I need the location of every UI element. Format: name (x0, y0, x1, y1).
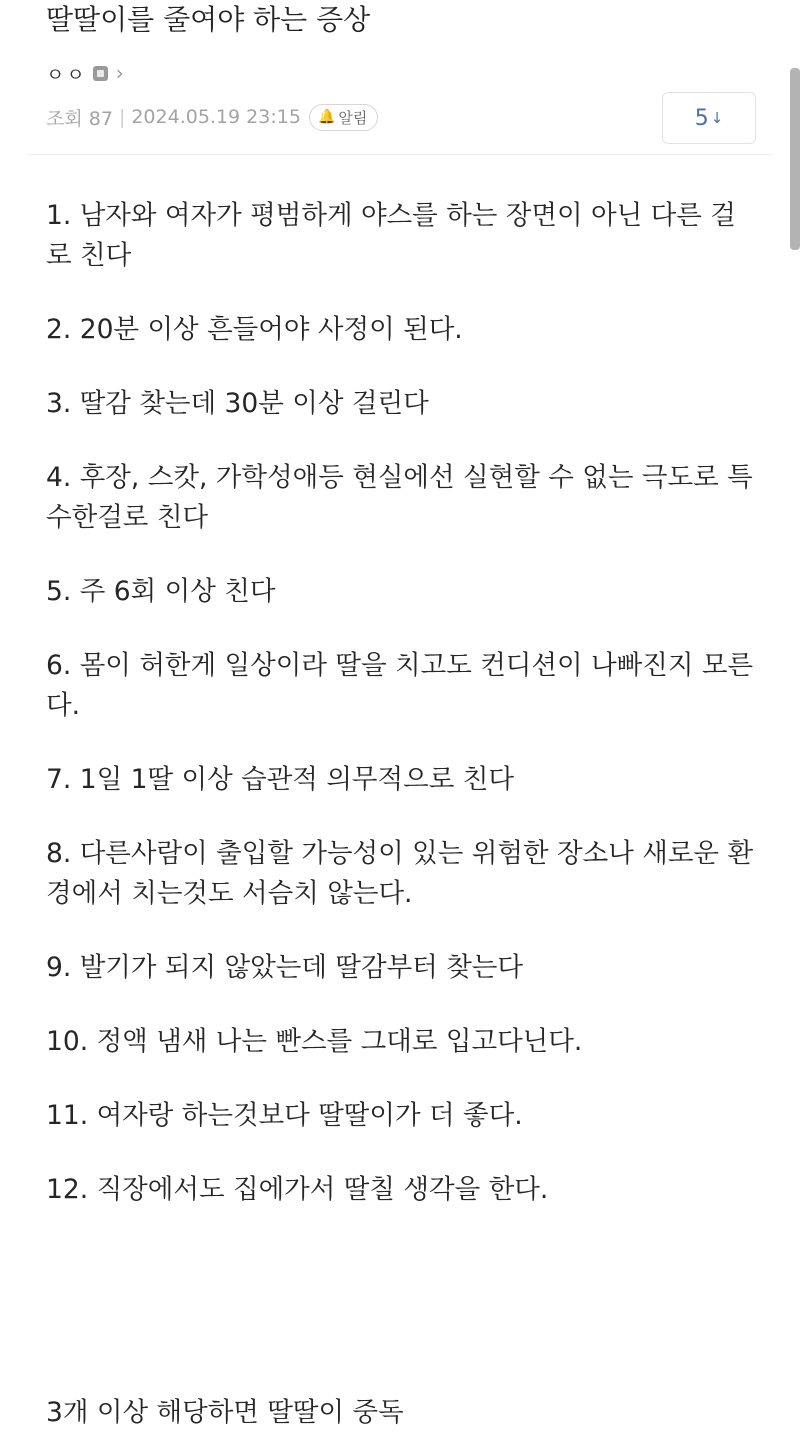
member-badge-icon (93, 66, 108, 81)
post-body (46, 196, 758, 1244)
header-divider (28, 154, 772, 155)
alarm-label: 알림 (338, 108, 368, 127)
list-item: 7. 1일 1딸 이상 습관적 의무적으로 친다 (46, 764, 514, 795)
list-item: 3. 딸감 찾는데 30분 이상 걸린다 (46, 388, 429, 419)
view-count: 조회 87 (46, 107, 113, 130)
scrollbar[interactable] (790, 68, 800, 250)
list-item: 9. 발기가 되지 않았는데 딸감부터 찾는다 (46, 952, 523, 983)
author-row[interactable] (46, 58, 124, 88)
list-item: 8. 다른사람이 출입할 가능성이 있는 위험한 장소나 새로운 환경에서 치는것도 서슴치 않는다. (46, 838, 754, 909)
post-title: 딸딸이를 줄여야 하는 증상 (46, 3, 371, 36)
list-item: 12. 직장에서도 집에가서 딸칠 생각을 한다. (46, 1174, 549, 1205)
comment-count: 5 (694, 105, 709, 131)
post-conclusion: 3개 이상 해당하면 딸딸이 중독 (46, 1397, 404, 1428)
list-item: 6. 몸이 허한게 일상이라 딸을 치고도 컨디션이 나빠진지 모른다. (46, 650, 754, 721)
list-item: 2. 20분 이상 흔들어야 사정이 된다. (46, 314, 463, 345)
post-meta (46, 102, 378, 132)
list-item: 5. 주 6회 이상 친다 (46, 576, 276, 607)
list-item: 11. 여자랑 하는것보다 딸딸이가 더 좋다. (46, 1100, 523, 1131)
post-datetime: 2024.05.19 23:15 (131, 106, 301, 128)
bell-icon: 🔔 (317, 109, 336, 125)
arrow-down-icon: ↓ (710, 109, 724, 127)
list-item: 4. 후장, 스캇, 가학성애등 현실에선 실현할 수 없는 극도로 특수한걸로 친다 (46, 462, 753, 533)
comment-count-button[interactable] (662, 92, 756, 144)
chevron-right-icon[interactable]: › (115, 61, 124, 85)
list-item: 1. 남자와 여자가 평범하게 야스를 하는 장면이 아닌 다른 걸로 친다 (46, 200, 736, 271)
meta-separator: | (118, 106, 126, 128)
alarm-button[interactable] (309, 104, 378, 131)
list-item: 10. 정액 냄새 나는 빤스를 그대로 입고다닌다. (46, 1026, 583, 1057)
author-name[interactable]: ㅇㅇ (46, 63, 87, 86)
